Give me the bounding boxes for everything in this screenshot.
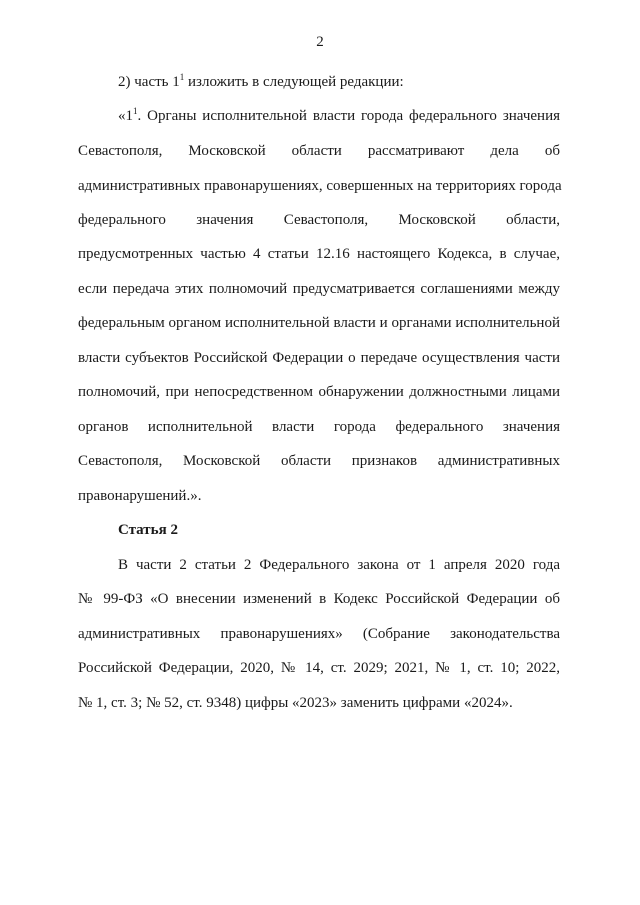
item-2-line: 2) часть $1^1$ изложить в следующей редакции: — [118, 72, 404, 90]
quote-line: федерального значения Севастополя, Московской области, — [78, 212, 560, 228]
article-2-line: № 99-ФЗ «О внесении изменений в Кодекс Российской Федерации об — [78, 591, 560, 607]
quote-first-line: «$1^1$. Органы исполнительной власти города федерального значения — [118, 106, 560, 124]
quote-line: власти субъектов Российской Федерации о передаче осуществления части — [78, 350, 560, 366]
page-number: 2 — [316, 34, 324, 50]
quote-line: Севастополя, Московской области рассматривают дела об — [78, 143, 560, 159]
quote-line: административных правонарушениях, совершенных на территориях города — [78, 178, 562, 194]
article-2-first-line: В части 2 статьи 2 Федерального закона от 1 апреля 2020 года — [118, 557, 560, 573]
article-2-heading: Статья 2 — [118, 522, 178, 538]
quote-line: Севастополя, Московской области признаков административных — [78, 453, 560, 469]
quote-line: если передача этих полномочий предусматривается соглашениями между — [78, 281, 560, 297]
article-2-last-line: № 1, ст. 3; № 52, ст. 9348) цифры «2023» заменить цифрами «2024». — [78, 695, 513, 711]
quote-line: предусмотренных частью 4 статьи 12.16 настоящего Кодекса, в случае, — [78, 246, 560, 262]
quote-line: полномочий, при непосредственном обнаружении должностными лицами — [78, 384, 560, 400]
article-2-line: административных правонарушениях» (Собрание законодательства — [78, 626, 560, 642]
article-2-line: Российской Федерации, 2020, № 14, ст. 2029; 2021, № 1, ст. 10; 2022, — [78, 660, 560, 676]
quote-last-line: правонарушений.». — [78, 488, 202, 504]
quote-line: органов исполнительной власти города федерального значения — [78, 419, 560, 435]
quote-line: федеральным органом исполнительной власти и органами исполнительной — [78, 315, 560, 331]
